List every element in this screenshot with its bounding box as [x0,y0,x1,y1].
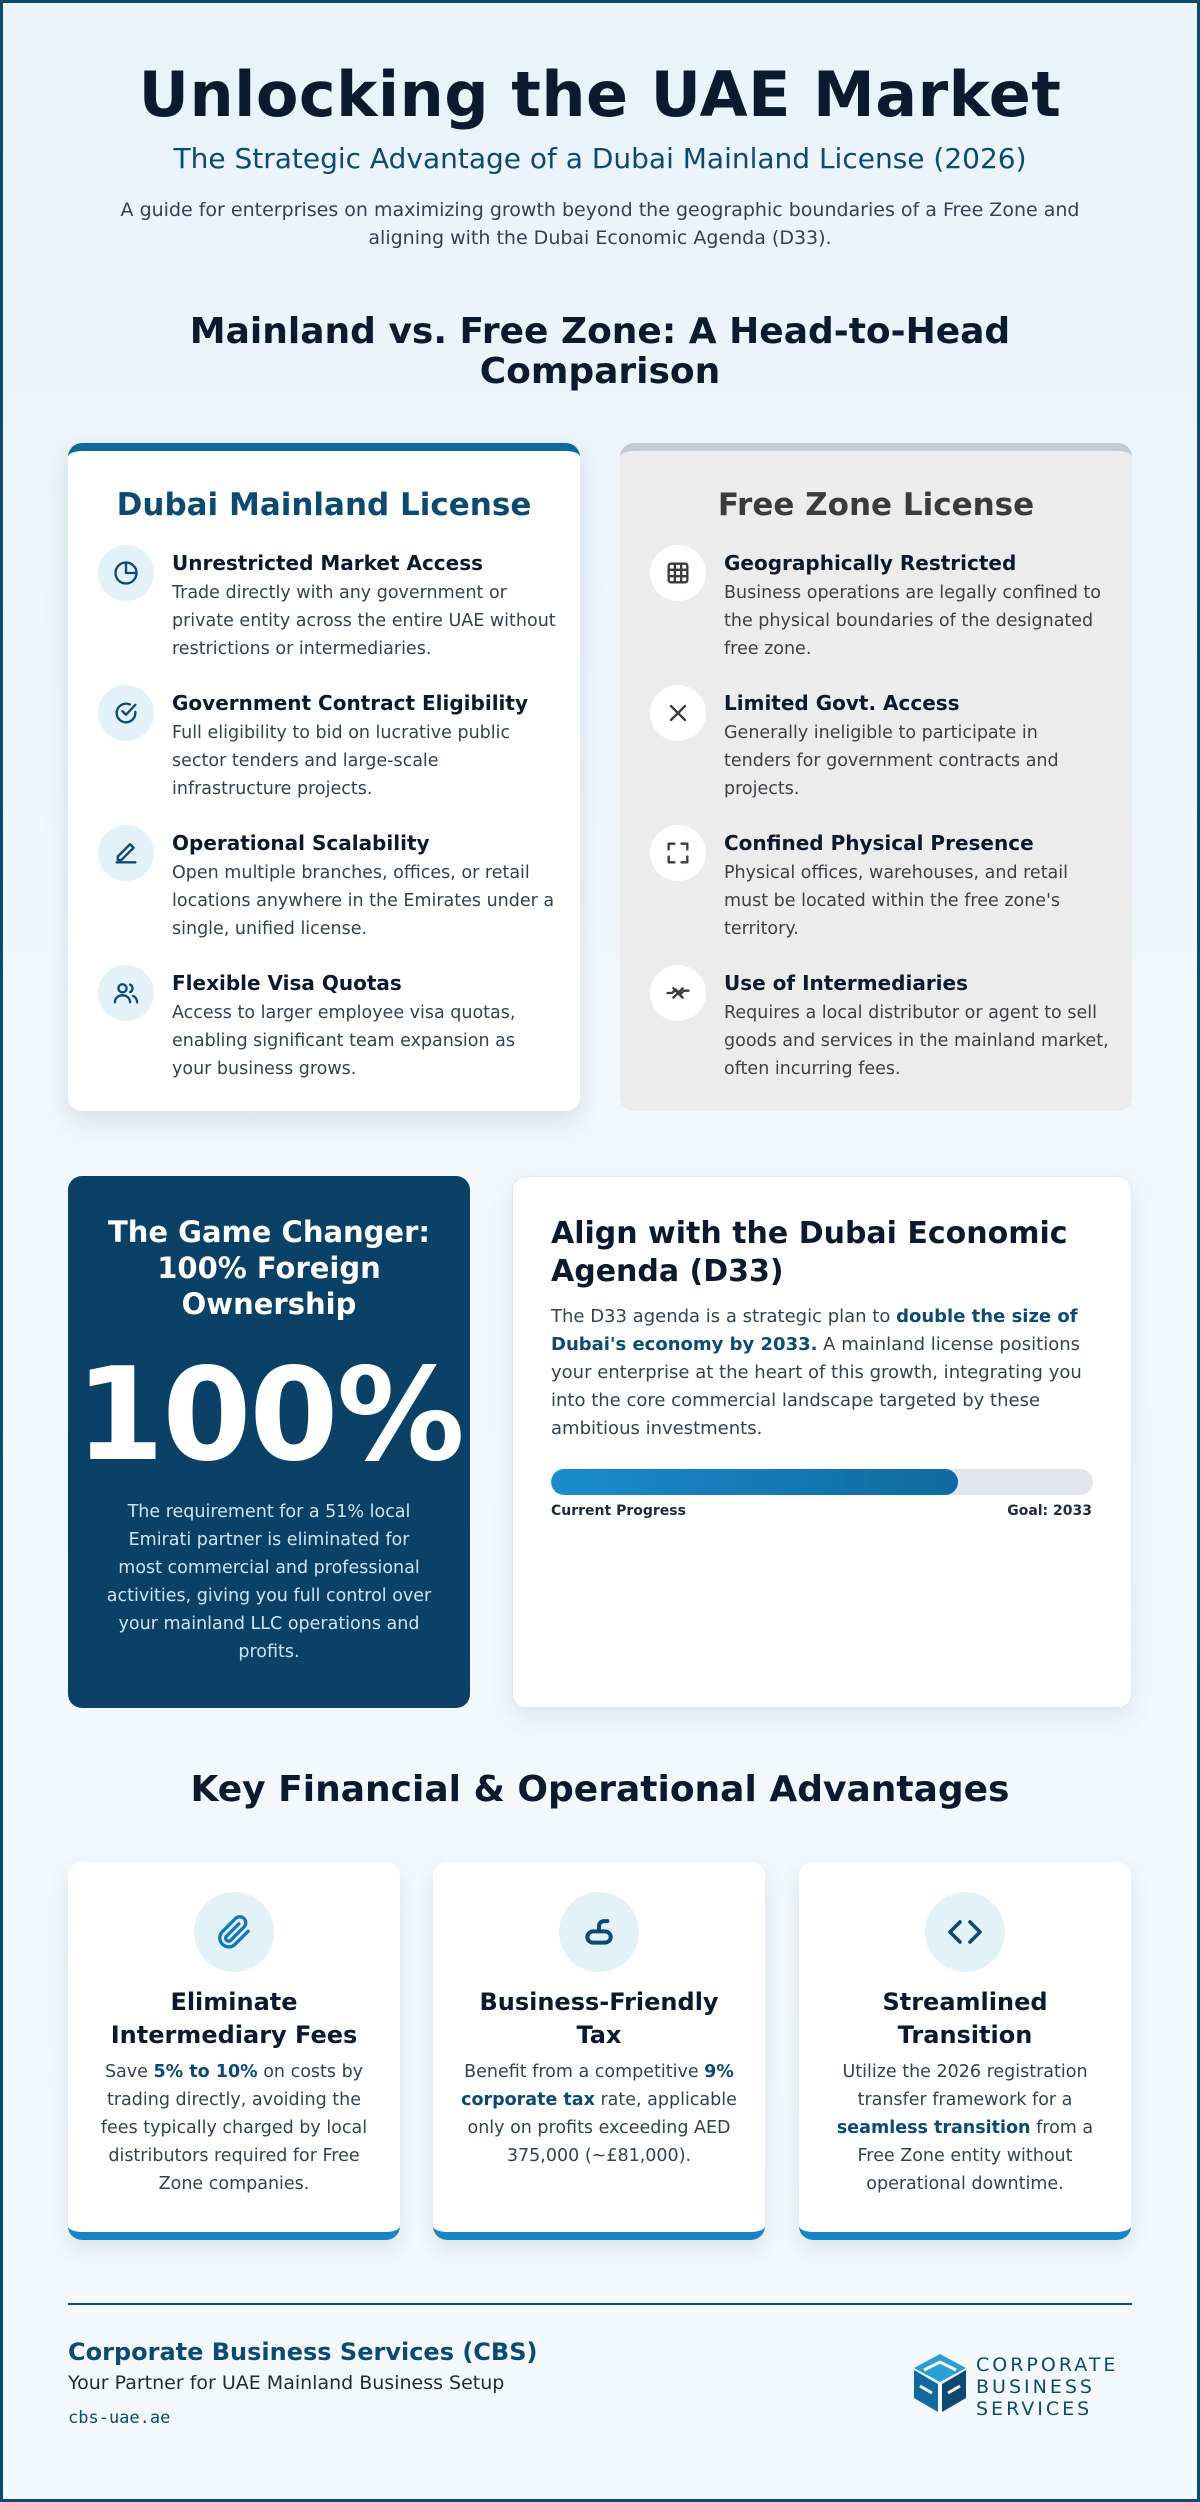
advantage-highlight: seamless transition [836,2118,1031,2138]
feature-text: Business operations are legally confined to the physical boundaries of the designated free zone. [724,583,1101,659]
feature-text: Generally ineligible to participate in tenders for government contracts and projects. [724,723,1059,799]
advantage-text-part: Save [104,2062,154,2082]
feature-text: Full eligibility to bid on lucrative public sector tenders and large-scale infrastructure projects. [172,723,511,799]
page-subtitle: The Strategic Advantage of a Dubai Mainland License (2026) [173,142,1027,175]
footer-company-name: Corporate Business Services (CBS) [68,2338,538,2366]
advantage-text-part: on costs by trading directly, avoiding the fees typically charged by local distributors required for Free Zone companies. [100,2062,368,2194]
d33-progress-fill [551,1469,958,1495]
advantage-card [68,1862,400,2240]
mainland-feature [98,825,558,945]
handshake-icon [650,965,706,1021]
advantage-title: Business-Friendly Tax [479,1988,719,2049]
users-icon [98,965,154,1021]
logo-text-line: SERVICES [976,2398,1093,2420]
advantage-text-part: from a Free Zone entity without operational downtime. [857,2118,1094,2194]
advantage-title: Streamlined Transition [882,1988,1048,2049]
pen-icon [98,825,154,881]
link-icon [559,1892,639,1972]
advantage-title: Eliminate Intermediary Fees [110,1988,358,2049]
advantage-text [457,2058,741,2170]
intro-text: A guide for enterprises on maximizing growth beyond the geographic boundaries of a Free Zone and aligning with the Dubai Economic Agenda (D33). [120,199,1080,249]
ownership-text: The requirement for a 51% local Emirati partner is eliminated for most commercial and professional activities, giving you full control over your mainland LLC operations and profits. [106,1502,432,1662]
paperclip-icon [194,1892,274,1972]
d33-highlight: double the size of Dubai's economy by 2033. [551,1306,1078,1355]
ownership-percentage: 100% [75,1341,463,1490]
advantage-text [823,2058,1107,2198]
feature-title: Operational Scalability [172,831,430,855]
advantage-text-part: Benefit from a competitive [464,2062,705,2082]
check-circle-icon [98,685,154,741]
ownership-title: The Game Changer: 100% Foreign Ownership [107,1215,431,1321]
d33-title: Align with the Dubai Economic Agenda (D33) [551,1216,1068,1289]
mainland-heading: Dubai Mainland License [116,487,532,523]
d33-card [512,1176,1132,1708]
footer-tagline: Your Partner for UAE Mainland Business Setup [68,2372,505,2394]
advantage-card [433,1862,765,2240]
advantage-highlight: 9% corporate tax [461,2062,734,2110]
mainland-feature [98,545,558,665]
feature-title: Government Contract Eligibility [172,691,529,715]
goal-label: Goal: 2033 [1007,1503,1092,1519]
d33-text [551,1303,1091,1443]
freezone-heading: Free Zone License [717,487,1035,523]
mainland-feature [98,965,558,1085]
freezone-feature [650,965,1110,1085]
code-icon [925,1892,1005,1972]
d33-progress-bar [551,1469,1093,1495]
advantage-text-part: Utilize the 2026 registration transfer framework for a [842,2062,1088,2110]
footer-divider [68,2303,1132,2305]
frame-corners-icon [650,825,706,881]
advantage-card [799,1862,1131,2240]
feature-text: Trade directly with any government or private entity across the entire UAE without restrictions or intermediaries. [172,583,556,659]
feature-text: Physical offices, warehouses, and retail must be located within the free zone's territory. [724,863,1069,939]
grid-icon [650,545,706,601]
cube-logo-icon [908,2350,972,2416]
cbs-logo [908,2348,1138,2422]
mainland-card [68,443,580,1111]
page-title: Unlocking the UAE Market [138,58,1062,131]
freezone-feature [650,685,1110,805]
footer-website-link[interactable]: cbs-uae.ae [68,2408,171,2428]
progress-label: Current Progress [551,1503,686,1519]
feature-title: Geographically Restricted [724,551,1017,575]
advantage-highlight: 5% to 10% [153,2062,258,2082]
feature-title: Confined Physical Presence [724,831,1034,855]
freezone-card [620,443,1132,1111]
logo-text-line: CORPORATE [976,2354,1119,2376]
d33-text-part: A mainland license positions your enterprise at the heart of this growth, integrating you into the core commercial landscape targeted by these ambitious investments. [551,1334,1082,1439]
d33-text-part: The D33 agenda is a strategic plan to [551,1306,897,1327]
x-icon [650,685,706,741]
advantage-text-part: rate, applicable only on profits exceeding AED 375,000 (~£81,000). [467,2090,737,2166]
feature-title: Flexible Visa Quotas [172,971,402,995]
freezone-feature [650,825,1110,945]
ownership-card [68,1176,470,1708]
mainland-feature [98,685,558,805]
feature-title: Limited Govt. Access [724,691,960,715]
advantages-title: Key Financial & Operational Advantages [190,1769,1010,1810]
feature-title: Unrestricted Market Access [172,551,484,575]
freezone-feature [650,545,1110,665]
comparison-title: Mainland vs. Free Zone: A Head-to-Head Comparison [189,311,1011,392]
advantage-text [92,2058,376,2198]
feature-text: Access to larger employee visa quotas, enabling significant team expansion as your business grows. [172,1003,516,1079]
logo-text-line: BUSINESS [976,2376,1095,2398]
feature-title: Use of Intermediaries [724,971,969,995]
pie-chart-icon [98,545,154,601]
feature-text: Open multiple branches, offices, or retail locations anywhere in the Emirates under a single, unified license. [172,863,555,939]
feature-text: Requires a local distributor or agent to sell goods and services in the mainland market, often incurring fees. [724,1003,1109,1079]
